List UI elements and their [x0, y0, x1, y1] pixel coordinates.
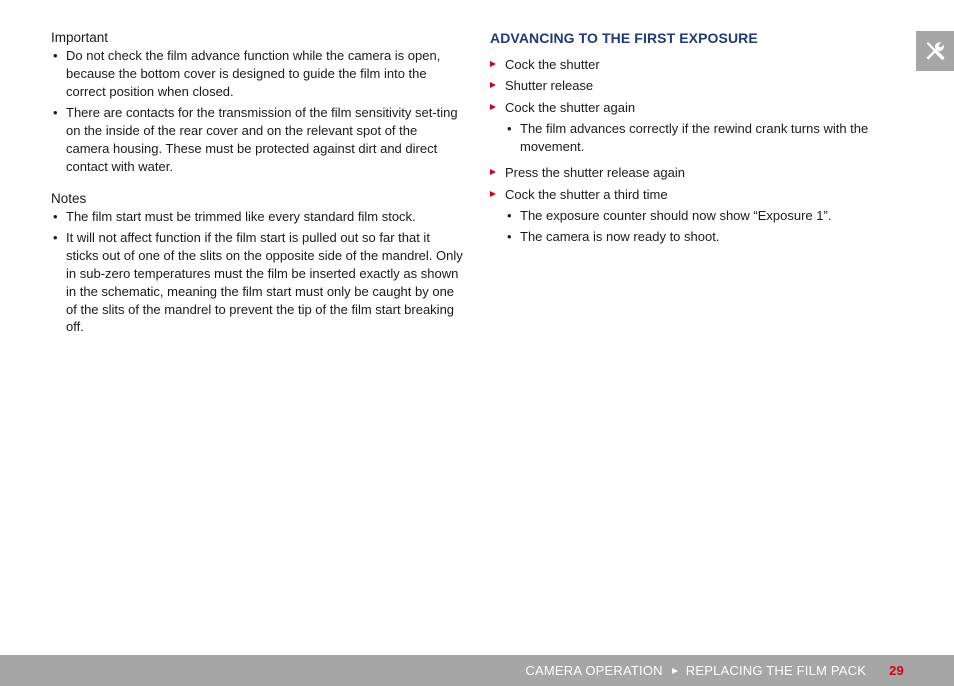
left-column: [51, 29, 463, 340]
right-column: [490, 29, 900, 255]
page-number: 29: [889, 663, 904, 678]
bullet-dot: •: [507, 229, 512, 245]
bullet-dot: •: [53, 105, 58, 121]
red-triangle-icon: [490, 82, 496, 88]
steps-list: [490, 56, 900, 116]
step-item: Cock the shutter: [490, 56, 900, 74]
result-item: • The camera is now ready to shoot.: [507, 229, 720, 245]
notes-list: [51, 208, 463, 337]
bullet-dot: •: [53, 48, 58, 63]
list-item: • It will not affect function if the film start is pulled out so far that it sticks out of one of the slits on the opposite side of the mandrel. Only in sub-zero temperatures must the film be inserted exactly as shown in the schematic, meaning the film start must only be caught by one of the slits of the mandrel to prevent the tip of the film start breaking off.: [53, 230, 463, 335]
step5-results: [505, 207, 900, 246]
result-item: • The film advances correctly if the rewind crank turns with the movement.: [507, 120, 869, 154]
important-heading: Important: [51, 30, 109, 45]
red-triangle-icon: [490, 61, 496, 67]
bullet-dot: •: [507, 208, 512, 224]
tools-icon: [924, 40, 946, 62]
result-item: • The exposure counter should now show “Exposure 1”.: [507, 208, 832, 224]
red-triangle-icon: [490, 104, 496, 110]
triangle-right-icon: [672, 668, 678, 674]
notes-heading: Notes: [51, 190, 87, 206]
breadcrumb-subsection[interactable]: REPLACING THE FILM PACK: [685, 663, 867, 678]
step-item: Cock the shutter again: [490, 99, 900, 117]
list-item: • The film start must be trimmed like every standard film stock.: [53, 208, 416, 224]
red-triangle-icon: [490, 191, 496, 197]
footer-bar: [0, 655, 954, 686]
step3-results: [505, 120, 900, 156]
list-item: • There are contacts for the transmission of the film sensitivity set-ting on the inside of the rear cover and on the relevant spot of the camera housing. These must be protected against dirt and direct contact with water.: [53, 105, 458, 174]
step-item: Press the shutter release again: [490, 164, 900, 182]
list-item: • Do not check the film advance function while the camera is open, because the bottom cover is designed to guide the film into the correct position when closed.: [53, 48, 441, 99]
section-title: ADVANCING TO THE FIRST EXPOSURE: [490, 30, 758, 46]
step-item: Shutter release: [490, 77, 900, 95]
bullet-dot: •: [507, 120, 512, 136]
step-item: Cock the shutter a third time: [490, 186, 900, 204]
important-list: [51, 47, 463, 176]
steps-list-continued: [490, 164, 900, 203]
breadcrumb-section[interactable]: CAMERA OPERATION: [525, 663, 663, 678]
red-triangle-icon: [490, 169, 496, 175]
breadcrumb: [525, 655, 904, 686]
bullet-dot: •: [53, 230, 58, 246]
bullet-dot: •: [53, 208, 58, 224]
tools-tab[interactable]: [916, 31, 954, 71]
